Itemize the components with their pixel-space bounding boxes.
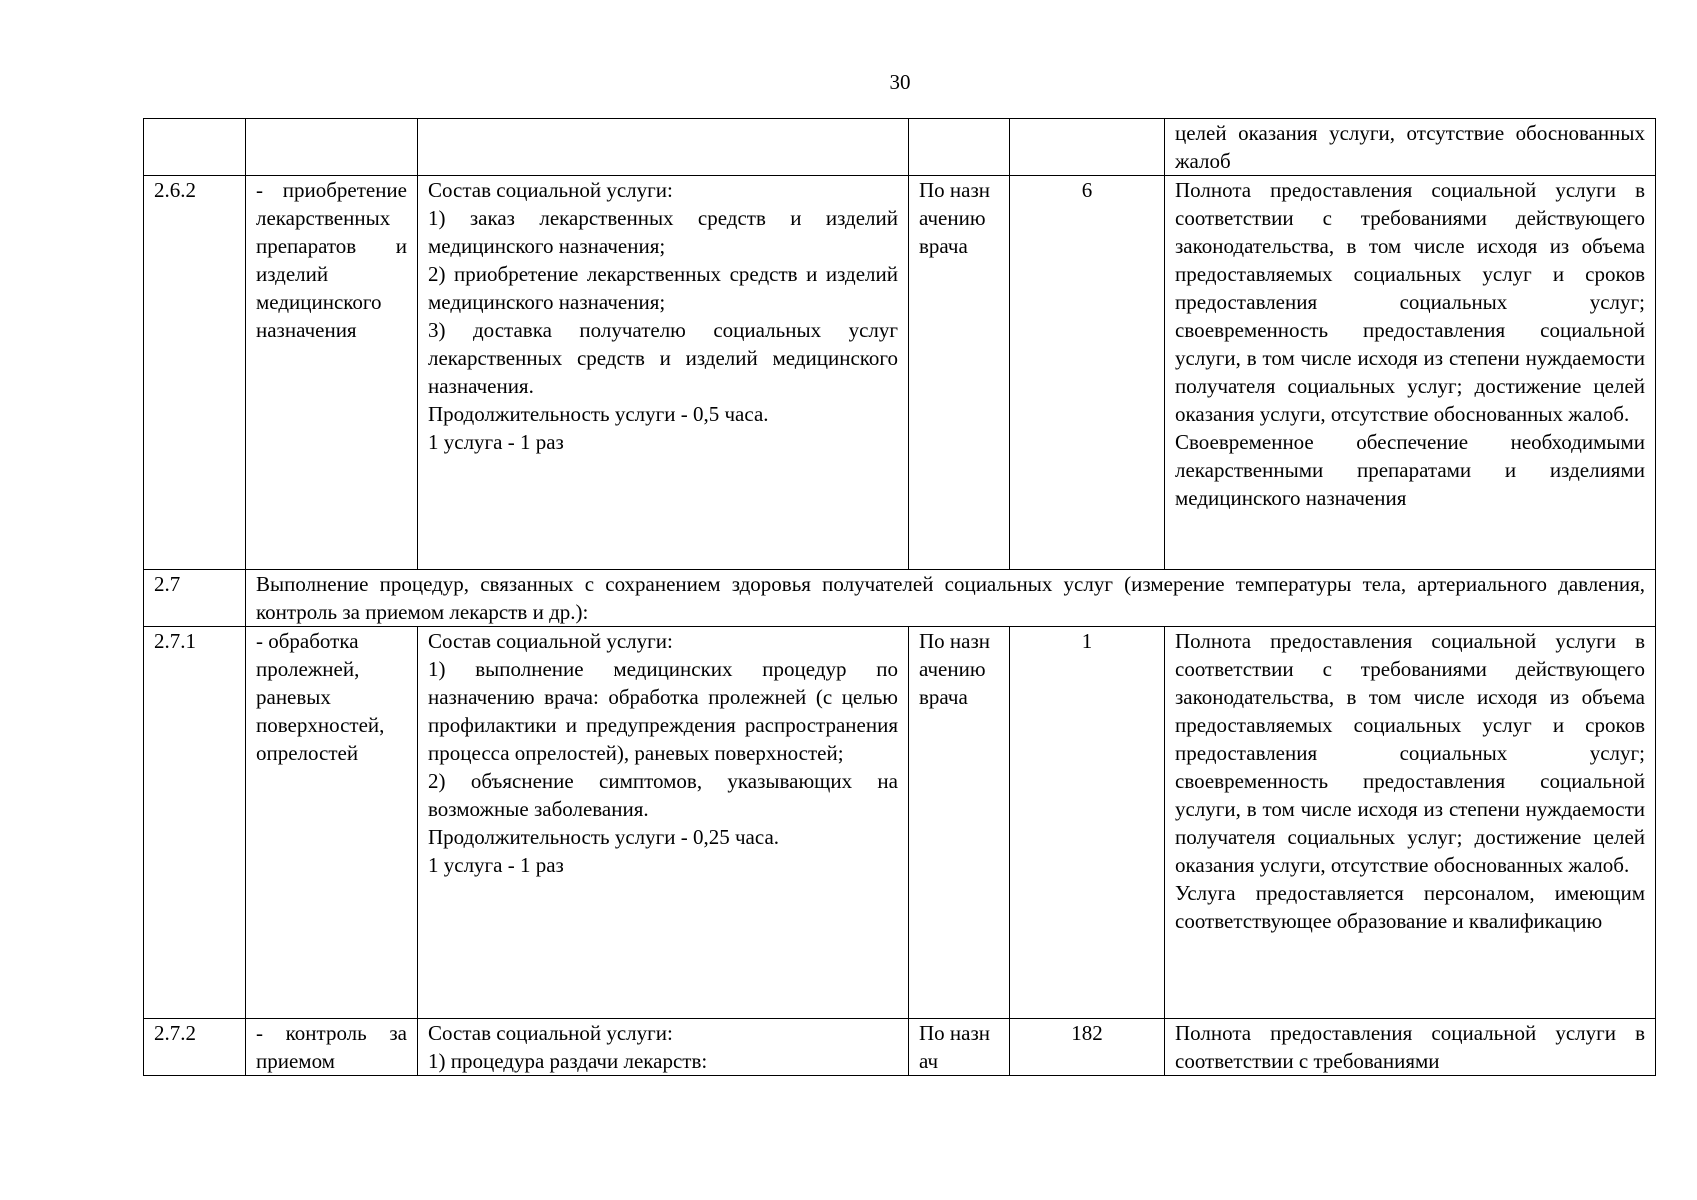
criteria-text: Полнота предоставления социальной услуги в соответствии с требованиями xyxy=(1175,1021,1645,1073)
name-cell xyxy=(246,119,418,176)
composition-line: Состав социальной услуги: xyxy=(428,629,673,653)
page-number: 30 xyxy=(889,70,911,94)
count-cell xyxy=(1010,119,1165,176)
frequency-cell: По назначению врача xyxy=(909,627,1010,1019)
composition-cell xyxy=(418,1019,909,1076)
composition-line: 1) выполнение медицинских процедур по назначению врача: обработка пролежней (с целью профилактики и предупреждения распространения процесса опрелостей), раневых поверхностей; xyxy=(428,657,898,765)
code-cell: 2.7.2 xyxy=(144,1019,246,1076)
table-row-2-7-1 xyxy=(144,627,1656,1019)
table-row-2-7-2 xyxy=(144,1019,1656,1076)
composition-line: 2) объяснение симптомов, указывающих на возможные заболевания. xyxy=(428,769,898,821)
criteria-text: Услуга предоставляется персоналом, имеющим соответствующее образование и квалификацию xyxy=(1175,881,1645,933)
composition-line: 1) процедура раздачи лекарств: xyxy=(428,1049,708,1073)
code-cell: 2.7 xyxy=(144,570,246,627)
composition-line: Продолжительность услуги - 0,5 часа. xyxy=(428,402,769,426)
composition-cell xyxy=(418,119,909,176)
composition-line: 1 услуга - 1 раз xyxy=(428,853,564,877)
code-cell xyxy=(144,119,246,176)
name-cell: - контроль за приемом xyxy=(246,1019,418,1076)
composition-cell xyxy=(418,176,909,570)
composition-line: 1) заказ лекарственных средств и изделий медицинского назначения; xyxy=(428,206,898,258)
composition-line: Состав социальной услуги: xyxy=(428,1021,673,1045)
criteria-text: целей оказания услуги, отсутствие обоснованных жалоб xyxy=(1175,121,1645,173)
composition-line: 1 услуга - 1 раз xyxy=(428,430,564,454)
name-cell: - приобретение лекарственных препаратов и изделий медицинского назначения xyxy=(246,176,418,570)
criteria-cell xyxy=(1165,1019,1656,1076)
table-row-2-7 xyxy=(144,570,1656,627)
composition-cell xyxy=(418,627,909,1019)
services-table xyxy=(143,118,1656,1076)
composition-line: Состав социальной услуги: xyxy=(428,178,673,202)
criteria-cell xyxy=(1165,627,1656,1019)
code-cell: 2.7.1 xyxy=(144,627,246,1019)
composition-line: Продолжительность услуги - 0,25 часа. xyxy=(428,825,780,849)
composition-line: 2) приобретение лекарственных средств и изделий медицинского назначения; xyxy=(428,262,898,314)
composition-line: 3) доставка получателю социальных услуг лекарственных средств и изделий медицинского назначения. xyxy=(428,318,898,398)
table-row-continuation xyxy=(144,119,1656,176)
frequency-cell: По назнач xyxy=(909,1019,1010,1076)
section-title: Выполнение процедур, связанных с сохранением здоровья получателей социальных услуг (измерение температуры тела, артериального давления, контроль за приемом лекарств и др.): xyxy=(246,570,1656,627)
count-cell: 182 xyxy=(1010,1019,1165,1076)
count-cell: 6 xyxy=(1010,176,1165,570)
criteria-text: Своевременное обеспечение необходимыми лекарственными препаратами и изделиями медицинского назначения xyxy=(1175,430,1645,510)
frequency-cell xyxy=(909,119,1010,176)
frequency-cell: По назначению врача xyxy=(909,176,1010,570)
criteria-cell xyxy=(1165,119,1656,176)
criteria-text: Полнота предоставления социальной услуги в соответствии с требованиями действующего законодательства, в том числе исходя из объема предоставляемых социальных услуг и сроков предоставления социальных услуг; своевременность предоставления социальной услуги, в том числе исходя из степени нуждаемости получателя социальных услуг; достижение целей оказания услуги, отсутствие обоснованных жалоб. xyxy=(1175,178,1645,426)
name-cell: - обработка пролежней, раневых поверхностей, опрелостей xyxy=(246,627,418,1019)
table-row-2-6-2 xyxy=(144,176,1656,570)
count-cell: 1 xyxy=(1010,627,1165,1019)
code-cell: 2.6.2 xyxy=(144,176,246,570)
criteria-text: Полнота предоставления социальной услуги в соответствии с требованиями действующего законодательства, в том числе исходя из объема предоставляемых социальных услуг и сроков предоставления социальных услуг; своевременность предоставления социальной услуги, в том числе исходя из степени нуждаемости получателя социальных услуг; достижение целей оказания услуги, отсутствие обоснованных жалоб. xyxy=(1175,629,1645,877)
criteria-cell xyxy=(1165,176,1656,570)
